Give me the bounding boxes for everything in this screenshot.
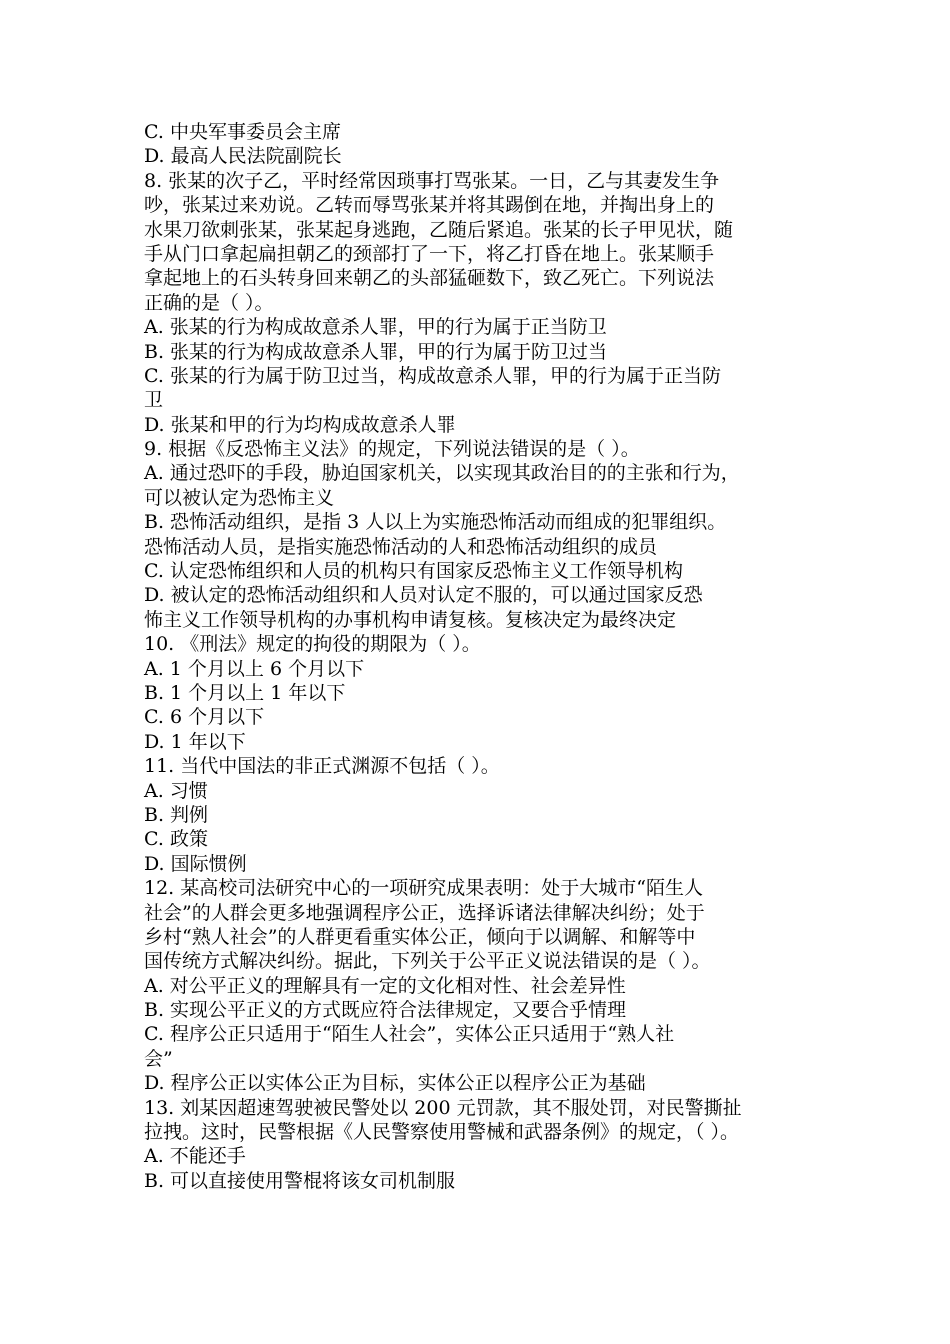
text-line: 社会”的人群会更多地强调程序公正，选择诉诸法律解决纠纷；处于 bbox=[144, 901, 705, 924]
text-line: 手从门口拿起扁担朝乙的颈部打了一下，将乙打昏在地上。张某顺手 bbox=[144, 242, 715, 265]
text-line: 水果刀欲刺张某，张某起身逃跑，乙随后紧追。张某的长子甲见状，随 bbox=[144, 218, 734, 241]
text-line: B. 恐怖活动组织，是指 3 人以上为实施恐怖活动而组成的犯罪组织。 bbox=[144, 511, 727, 534]
text-line: B. 判例 bbox=[144, 803, 209, 826]
text-line: A. 张某的行为构成故意杀人罪，甲的行为属于正当防卫 bbox=[144, 316, 607, 339]
text-line: 12. 某高校司法研究中心的一项研究成果表明：处于大城市“陌生人 bbox=[144, 877, 703, 900]
text-line: 可以被认定为恐怖主义 bbox=[144, 486, 335, 509]
text-line: 拉拽。这时，民警根据《人民警察使用警械和武器条例》的规定，（ ）。 bbox=[144, 1121, 740, 1144]
text-line: 恐怖活动人员，是指实施恐怖活动的人和恐怖活动组织的成员 bbox=[144, 535, 658, 558]
text-line: B. 实现公平正义的方式既应符合法律规定，又要合乎情理 bbox=[144, 999, 627, 1022]
document-page bbox=[144, 120, 816, 1193]
text-line: D. 程序公正以实体公正为目标，实体公正以程序公正为基础 bbox=[144, 1072, 646, 1095]
text-line: 13. 刘某因超速驾驶被民警处以 200 元罚款，其不服处罚，对民警撕扯 bbox=[144, 1096, 742, 1119]
text-line: D. 张某和甲的行为均构成故意杀人罪 bbox=[144, 413, 456, 436]
text-line: C. 6 个月以下 bbox=[144, 706, 265, 729]
text-line: 国传统方式解决纠纷。据此，下列关于公平正义说法错误的是（ ）。 bbox=[144, 950, 711, 973]
text-line: 乡村“熟人社会”的人群更看重实体公正，倾向于以调解、和解等中 bbox=[144, 925, 696, 948]
text-line: B. 可以直接使用警棍将该女司机制服 bbox=[144, 1169, 456, 1192]
text-line: C. 中央军事委员会主席 bbox=[144, 121, 341, 143]
text-line: 11. 当代中国法的非正式渊源不包括（ ）。 bbox=[144, 755, 500, 778]
text-line: C. 张某的行为属于防卫过当，构成故意杀人罪，甲的行为属于正当防 bbox=[144, 364, 721, 387]
text-line: A. 习惯 bbox=[144, 779, 208, 802]
text-line: 9. 根据《反恐怖主义法》的规定，下列说法错误的是（ ）。 bbox=[144, 438, 640, 461]
text-line: 怖主义工作领导机构的办事机构申请复核。复核决定为最终决定 bbox=[144, 608, 677, 631]
text-line: 正确的是（ ）。 bbox=[144, 291, 274, 314]
text-line: A. 1 个月以上 6 个月以下 bbox=[144, 657, 365, 680]
text-line: B. 张某的行为构成故意杀人罪，甲的行为属于防卫过当 bbox=[144, 340, 608, 363]
text-line: A. 不能还手 bbox=[144, 1145, 246, 1168]
text-line: D. 1 年以下 bbox=[144, 730, 246, 753]
text-line: 卫 bbox=[144, 389, 164, 412]
text-line: 会” bbox=[144, 1047, 173, 1070]
text-line: B. 1 个月以上 1 年以下 bbox=[144, 681, 346, 704]
text-line: C. 政策 bbox=[144, 828, 208, 851]
text-line: 10. 《刑法》规定的拘役的期限为（ ）。 bbox=[144, 633, 481, 656]
text-line: C. 程序公正只适用于“陌生人社会”，实体公正只适用于“熟人社 bbox=[144, 1023, 675, 1046]
text-line: 吵，张某过来劝说。乙转而辱骂张某并将其踢倒在地，并掏出身上的 bbox=[144, 194, 715, 217]
text-line: A. 对公平正义的理解具有一定的文化相对性、社会差异性 bbox=[144, 974, 626, 997]
text-line: 8. 张某的次子乙，平时经常因琐事打骂张某。一日，乙与其妻发生争 bbox=[144, 169, 720, 192]
text-line: D. 国际惯例 bbox=[144, 852, 247, 875]
text-line: 拿起地上的石头转身回来朝乙的头部猛砸数下，致乙死亡。下列说法 bbox=[144, 267, 715, 290]
text-line: C. 认定恐怖组织和人员的机构只有国家反恐怖主义工作领导机构 bbox=[144, 560, 683, 583]
text-line: D. 最高人民法院副院长 bbox=[144, 145, 342, 168]
text-line: A. 通过恐吓的手段，胁迫国家机关，以实现其政治目的的主张和行为， bbox=[144, 462, 740, 485]
text-line: D. 被认定的恐怖活动组织和人员对认定不服的，可以通过国家反恐 bbox=[144, 584, 703, 607]
